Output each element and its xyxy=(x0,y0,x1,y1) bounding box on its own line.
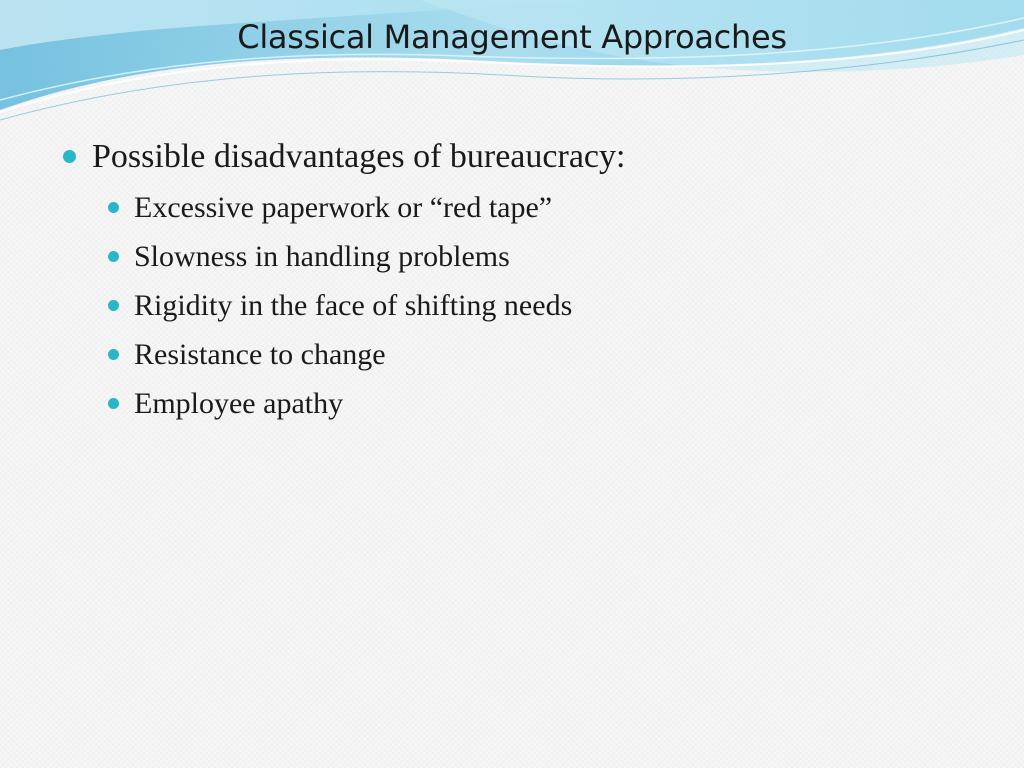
sub-bullet-item xyxy=(104,232,962,281)
sub-bullet-text: Rigidity in the face of shifting needs xyxy=(134,289,573,322)
slide-title: Classical Management Approaches xyxy=(237,18,787,56)
sub-bullet-text: Excessive paperwork or “red tape” xyxy=(134,191,553,224)
sub-bullet-text: Employee apathy xyxy=(134,387,344,420)
bullet-icon xyxy=(108,349,119,360)
bullet-icon xyxy=(108,202,119,213)
sub-bullet-text: Slowness in handling problems xyxy=(134,240,510,273)
main-bullet-item xyxy=(62,135,962,179)
bullet-icon xyxy=(63,150,76,163)
sub-bullet-item xyxy=(104,379,962,428)
main-bullet-text: Possible disadvantages of bureaucracy: xyxy=(92,138,626,175)
bullet-icon xyxy=(108,300,119,311)
bullet-icon xyxy=(108,398,119,409)
sub-bullet-list xyxy=(62,183,962,428)
sub-bullet-item xyxy=(104,281,962,330)
slide-content xyxy=(62,135,962,428)
sub-bullet-text: Resistance to change xyxy=(134,338,386,371)
sub-bullet-item xyxy=(104,330,962,379)
bullet-icon xyxy=(108,251,119,262)
sub-bullet-item xyxy=(104,183,962,232)
